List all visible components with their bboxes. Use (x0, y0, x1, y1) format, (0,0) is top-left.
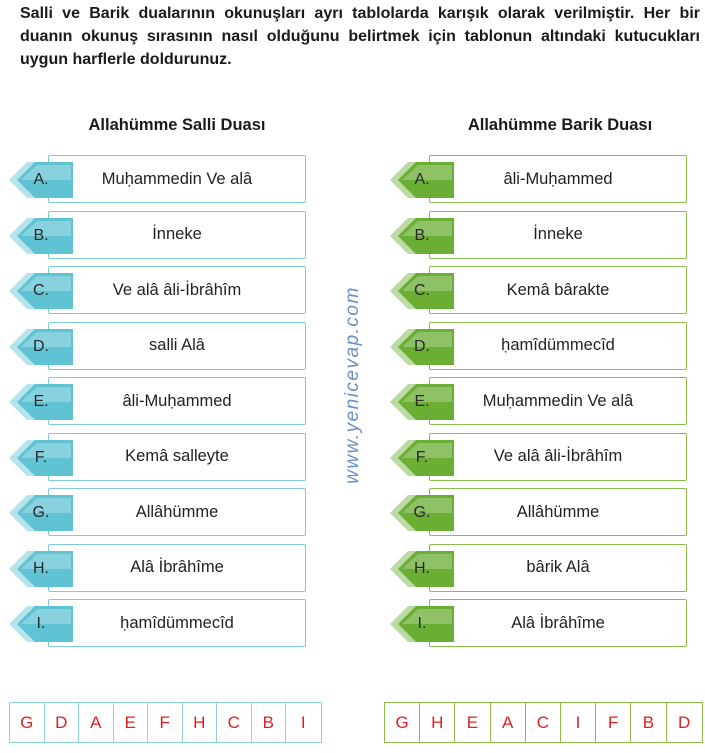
salli-row (7, 599, 307, 648)
barik-text-box: ḥamîdümmecîd (429, 322, 687, 370)
salli-row (7, 488, 307, 537)
row-letter: G. (413, 504, 431, 521)
barik-letter-tag (388, 438, 454, 478)
barik-answer-cell[interactable]: G (385, 703, 420, 742)
salli-letter-tag (7, 382, 73, 422)
salli-answer-cell[interactable]: F (148, 703, 183, 742)
salli-letter-tag (7, 216, 73, 256)
row-letter: G. (32, 504, 50, 521)
salli-letter-tag (7, 327, 73, 367)
salli-answer-cell[interactable]: D (45, 703, 80, 742)
barik-row (388, 155, 688, 204)
barik-letter-tag (388, 604, 454, 644)
row-letter: F. (34, 448, 48, 466)
salli-row (7, 266, 307, 315)
row-letter: A. (33, 171, 49, 188)
salli-answer-boxes (9, 702, 322, 743)
barik-row (388, 488, 688, 537)
salli-text-box: Ve alâ âli-İbrâhîm (48, 266, 306, 314)
barik-text-box: Alâ İbrâhîme (429, 599, 687, 647)
barik-letter-tag (388, 271, 454, 311)
row-letter: I. (36, 615, 46, 632)
salli-row (7, 322, 307, 371)
row-letter: H. (33, 559, 49, 577)
barik-letter-tag (388, 493, 454, 533)
barik-text-box: âli-Muḥammed (429, 155, 687, 203)
row-letter: H. (414, 559, 430, 577)
watermark: www.yenicevap.com (342, 286, 363, 484)
salli-row (7, 377, 307, 426)
salli-text-box: Alâ İbrâhîme (48, 544, 306, 592)
barik-text-box: Ve alâ âli-İbrâhîm (429, 433, 687, 481)
salli-letter-tag (7, 549, 73, 589)
salli-text-box: İnneke (48, 211, 306, 259)
salli-row (7, 544, 307, 593)
salli-row (7, 433, 307, 482)
row-letter: D. (33, 337, 49, 355)
barik-row (388, 599, 688, 648)
row-letter: C. (33, 282, 49, 299)
salli-letter-tag (7, 160, 73, 200)
salli-row (7, 211, 307, 260)
salli-text-box: Allâhümme (48, 488, 306, 536)
barik-answer-cell[interactable]: H (420, 703, 455, 742)
barik-answer-cell[interactable]: E (455, 703, 490, 742)
barik-letter-tag (388, 549, 454, 589)
barik-text-box: Kemâ bârakte (429, 266, 687, 314)
barik-text-box: bârik Alâ (429, 544, 687, 592)
row-letter: A. (414, 171, 430, 188)
salli-text-box: Muḥammedin Ve alâ (48, 155, 306, 203)
salli-text-box: ḥamîdümmecîd (48, 599, 306, 647)
barik-answer-boxes (384, 702, 703, 743)
salli-letter-tag (7, 604, 73, 644)
barik-answer-cell[interactable]: F (596, 703, 631, 742)
barik-row (388, 433, 688, 482)
barik-list (388, 155, 688, 655)
barik-row (388, 266, 688, 315)
row-letter: D. (414, 337, 430, 355)
salli-letter-tag (7, 271, 73, 311)
barik-text-box: Muḥammedin Ve alâ (429, 377, 687, 425)
row-letter: E. (33, 393, 49, 410)
barik-answer-cell[interactable]: C (526, 703, 561, 742)
row-letter: C. (414, 282, 430, 299)
row-letter: B. (414, 226, 430, 244)
salli-list (7, 155, 307, 655)
salli-answer-cell[interactable]: E (114, 703, 149, 742)
barik-text-box: Allâhümme (429, 488, 687, 536)
salli-text-box: salli Alâ (48, 322, 306, 370)
barik-letter-tag (388, 327, 454, 367)
barik-row (388, 322, 688, 371)
barik-letter-tag (388, 382, 454, 422)
row-letter: I. (417, 615, 427, 632)
salli-answer-cell[interactable]: H (183, 703, 218, 742)
salli-answer-cell[interactable]: A (79, 703, 114, 742)
row-letter: F. (415, 448, 429, 466)
row-letter: B. (33, 226, 49, 244)
barik-title: Allahümme Barik Duası (467, 116, 653, 134)
barik-answer-cell[interactable]: I (561, 703, 596, 742)
barik-answer-cell[interactable]: A (491, 703, 526, 742)
salli-letter-tag (7, 493, 73, 533)
salli-answer-cell[interactable]: I (300, 713, 306, 732)
barik-letter-tag (388, 216, 454, 256)
barik-row (388, 211, 688, 260)
instructions: Salli ve Barik dualarının okunuşları ayrı tablolarda karışık olarak verilmiştir. Her bir duanın okunuş sırasının nasıl olduğunu belirtmek için tablonun altındaki kutucukları uygun harflerle doldurunuz. (20, 5, 700, 68)
barik-text-box: İnneke (429, 211, 687, 259)
salli-text-box: âli-Muḥammed (48, 377, 306, 425)
barik-row (388, 377, 688, 426)
barik-row (388, 544, 688, 593)
salli-letter-tag (7, 438, 73, 478)
salli-answer-cell[interactable]: C (217, 703, 252, 742)
salli-text-box: Kemâ salleyte (48, 433, 306, 481)
barik-answer-cell[interactable]: D (677, 713, 691, 732)
salli-answer-cell[interactable]: B (252, 703, 287, 742)
salli-row (7, 155, 307, 204)
row-letter: E. (414, 393, 430, 410)
barik-answer-cell[interactable]: B (631, 703, 666, 742)
barik-letter-tag (388, 160, 454, 200)
salli-title: Allahümme Salli Duası (88, 116, 266, 134)
salli-answer-cell[interactable]: G (10, 703, 45, 742)
